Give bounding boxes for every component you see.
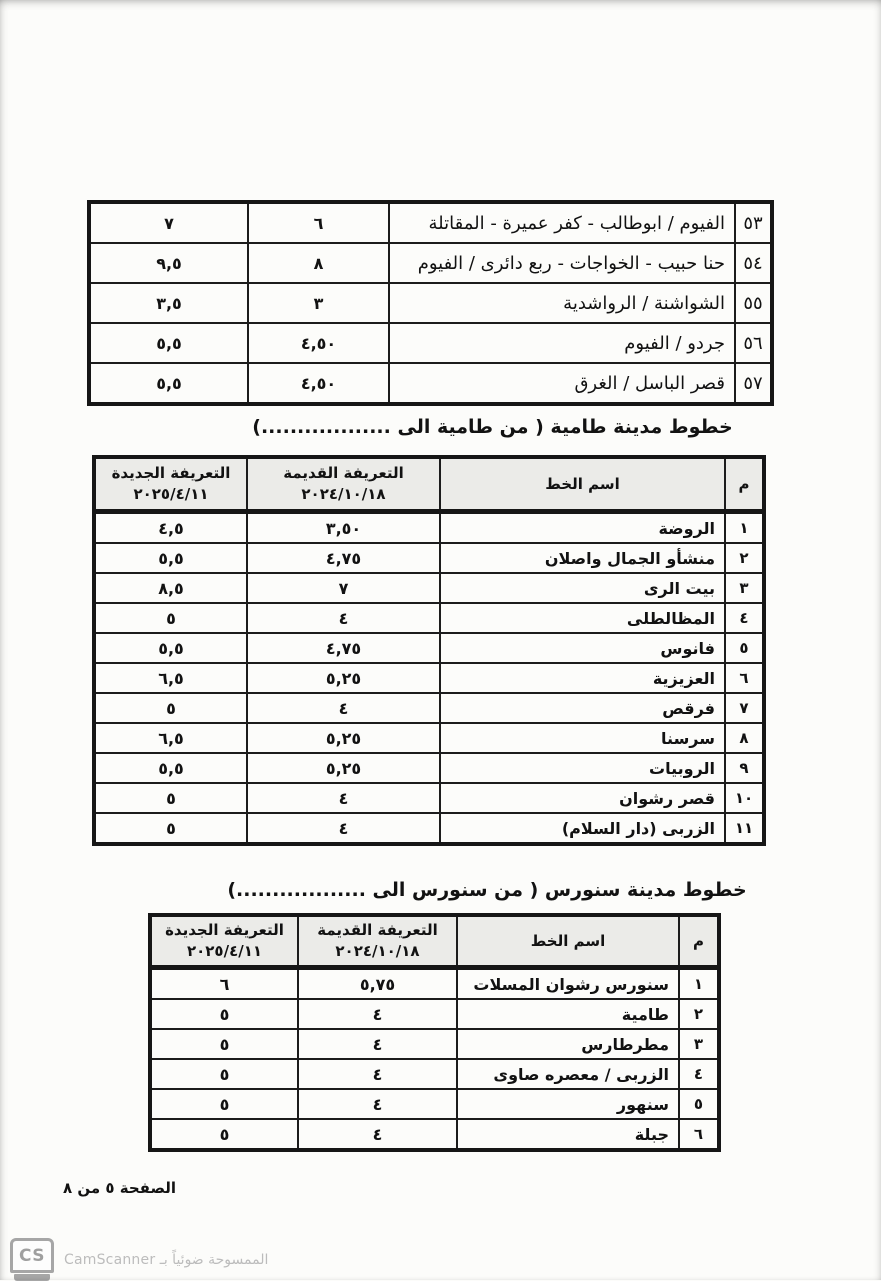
new-tariff-cell: ٧ [89,202,248,243]
row-number-cell: ١ [679,968,719,1000]
new-tariff-header-label: التعريفة الجديدة [111,464,231,482]
old-tariff-cell: ٥,٧٥ [298,968,457,1000]
watermark-label: الممسوحة ضوئياً بـ CamScanner [64,1251,269,1268]
table-row [94,512,764,544]
table-row [150,968,719,1000]
line-name-cell: قصر رشوان [440,783,725,813]
line-name-header-cell: اسم الخط [457,915,679,968]
table-row [94,633,764,663]
cs-logo-text: CS [10,1238,54,1273]
new-tariff-cell: ٥ [94,693,247,723]
line-name-cell: بيت الرى [440,573,725,603]
row-number-cell: ٥ [679,1089,719,1119]
line-name-cell: فرقص [440,693,725,723]
line-name-cell: الزربى (دار السلام) [440,813,725,844]
old-tariff-header-label: التعريفة القديمة [317,921,438,939]
old-tariff-cell: ٤ [298,1119,457,1150]
row-number-cell: ٦ [679,1119,719,1150]
line-name-cell: الشواشنة / الرواشدية [389,283,735,323]
row-number-cell: ٢ [679,999,719,1029]
row-number-cell: ٥٤ [735,243,772,283]
new-tariff-cell: ٤,٥ [94,512,247,544]
page-number-footer: الصفحة ٥ من ٨ [63,1179,177,1197]
old-tariff-cell: ٨ [248,243,389,283]
new-tariff-cell: ٦ [150,968,298,1000]
tamiya-lines-table [92,455,766,846]
table-row [89,323,772,363]
camscanner-logo-icon [10,1238,54,1281]
new-tariff-cell: ٥ [150,999,298,1029]
old-tariff-cell: ٤,٥٠ [248,363,389,404]
table-row [94,603,764,633]
table-header-row [94,457,764,512]
row-number-cell: ٥٦ [735,323,772,363]
table-header-row [150,915,719,968]
row-number-cell: ٤ [679,1059,719,1089]
new-tariff-cell: ٥ [94,603,247,633]
row-number-cell: ١ [725,512,764,544]
line-name-cell: سرسنا [440,723,725,753]
table-row [94,573,764,603]
new-tariff-cell: ٥ [94,783,247,813]
table-row [94,783,764,813]
row-number-cell: ٢ [725,543,764,573]
new-tariff-cell: ٨,٥ [94,573,247,603]
old-tariff-cell: ٣ [248,283,389,323]
new-tariff-cell: ٥ [150,1119,298,1150]
new-tariff-cell: ٦,٥ [94,723,247,753]
table-row [94,813,764,844]
camscanner-watermark [10,1238,268,1281]
line-name-cell: جبلة [457,1119,679,1150]
table-row [94,723,764,753]
old-tariff-cell: ٤ [247,783,440,813]
table-row [150,999,719,1029]
old-tariff-cell: ٤ [247,693,440,723]
row-number-header-cell: م [679,915,719,968]
new-tariff-header-cell [150,915,298,968]
line-name-cell: العزيزية [440,663,725,693]
new-tariff-cell: ٥,٥ [94,753,247,783]
row-number-cell: ٥٥ [735,283,772,323]
old-tariff-cell: ٤ [298,999,457,1029]
new-tariff-header-cell [94,457,247,512]
table-row [94,693,764,723]
table-row [89,202,772,243]
table-row [150,1119,719,1150]
line-name-cell: سنهور [457,1089,679,1119]
new-tariff-cell: ٥ [150,1089,298,1119]
old-tariff-header-cell [247,457,440,512]
new-tariff-cell: ٥ [150,1029,298,1059]
row-number-cell: ٣ [679,1029,719,1059]
line-name-cell: طامية [457,999,679,1029]
row-number-cell: ٦ [725,663,764,693]
old-tariff-header-date: ٢٠٢٤/١٠/١٨ [335,942,420,960]
table-row [150,1029,719,1059]
row-number-cell: ٥ [725,633,764,663]
new-tariff-cell: ٣,٥ [89,283,248,323]
new-tariff-cell: ٩,٥ [89,243,248,283]
new-tariff-header-date: ٢٠٢٥/٤/١١ [133,485,209,503]
senoures-section-title: خطوط مدينة سنورس ( من سنورس الى ..................) [227,879,747,901]
row-number-cell: ٣ [725,573,764,603]
line-name-cell: الروبيات [440,753,725,783]
old-tariff-cell: ٦ [248,202,389,243]
old-tariff-cell: ٣,٥٠ [247,512,440,544]
new-tariff-cell: ٥,٥ [94,543,247,573]
line-name-cell: حنا حبيب - الخواجات - ربع دائرى / الفيوم [389,243,735,283]
new-tariff-cell: ٦,٥ [94,663,247,693]
new-tariff-cell: ٥ [94,813,247,844]
table-row [150,1059,719,1089]
row-number-cell: ٤ [725,603,764,633]
line-name-cell: فانوس [440,633,725,663]
row-number-cell: ١٠ [725,783,764,813]
table-row [89,283,772,323]
new-tariff-cell: ٥,٥ [89,363,248,404]
line-name-cell: سنورس رشوان المسلات [457,968,679,1000]
old-tariff-cell: ٤ [247,603,440,633]
old-tariff-cell: ٥,٢٥ [247,753,440,783]
old-tariff-cell: ٤,٧٥ [247,543,440,573]
line-name-cell: قصر الباسل / الغرق [389,363,735,404]
old-tariff-header-cell [298,915,457,968]
line-name-cell: منشأو الجمال واصلان [440,543,725,573]
row-number-cell: ٩ [725,753,764,783]
line-name-cell: جردو / الفيوم [389,323,735,363]
old-tariff-cell: ٤ [298,1089,457,1119]
senoures-lines-table [148,913,721,1152]
table-row [94,753,764,783]
row-number-cell: ١١ [725,813,764,844]
line-name-cell: مطرطارس [457,1029,679,1059]
old-tariff-cell: ٥,٢٥ [247,663,440,693]
old-tariff-header-label: التعريفة القديمة [283,464,404,482]
row-number-cell: ٥٧ [735,363,772,404]
old-tariff-header-date: ٢٠٢٤/١٠/١٨ [301,485,386,503]
table-row [150,1089,719,1119]
line-name-cell: الفيوم / ابوطالب - كفر عميرة - المقاتلة [389,202,735,243]
row-number-cell: ٥٣ [735,202,772,243]
old-tariff-cell: ٤ [298,1029,457,1059]
row-number-cell: ٧ [725,693,764,723]
table-row [94,543,764,573]
line-name-header-cell: اسم الخط [440,457,725,512]
tamiya-section-title: خطوط مدينة طامية ( من طامية الى ..................) [252,416,733,438]
line-name-cell: المظالطلى [440,603,725,633]
line-name-cell: الروضة [440,512,725,544]
old-tariff-cell: ٥,٢٥ [247,723,440,753]
row-number-header-cell: م [725,457,764,512]
row-number-cell: ٨ [725,723,764,753]
old-tariff-cell: ٤ [298,1059,457,1089]
new-tariff-cell: ٥,٥ [89,323,248,363]
old-tariff-cell: ٤,٧٥ [247,633,440,663]
new-tariff-header-label: التعريفة الجديدة [165,921,284,939]
old-tariff-cell: ٤ [247,813,440,844]
old-tariff-cell: ٤,٥٠ [248,323,389,363]
new-tariff-cell: ٥ [150,1059,298,1089]
old-tariff-cell: ٧ [247,573,440,603]
table-row [89,243,772,283]
new-tariff-cell: ٥,٥ [94,633,247,663]
fayoum-lines-continuation-table [87,200,774,406]
table-row [89,363,772,404]
table-row [94,663,764,693]
line-name-cell: الزربى / معصره صاوى [457,1059,679,1089]
new-tariff-header-date: ٢٠٢٥/٤/١١ [186,942,263,960]
